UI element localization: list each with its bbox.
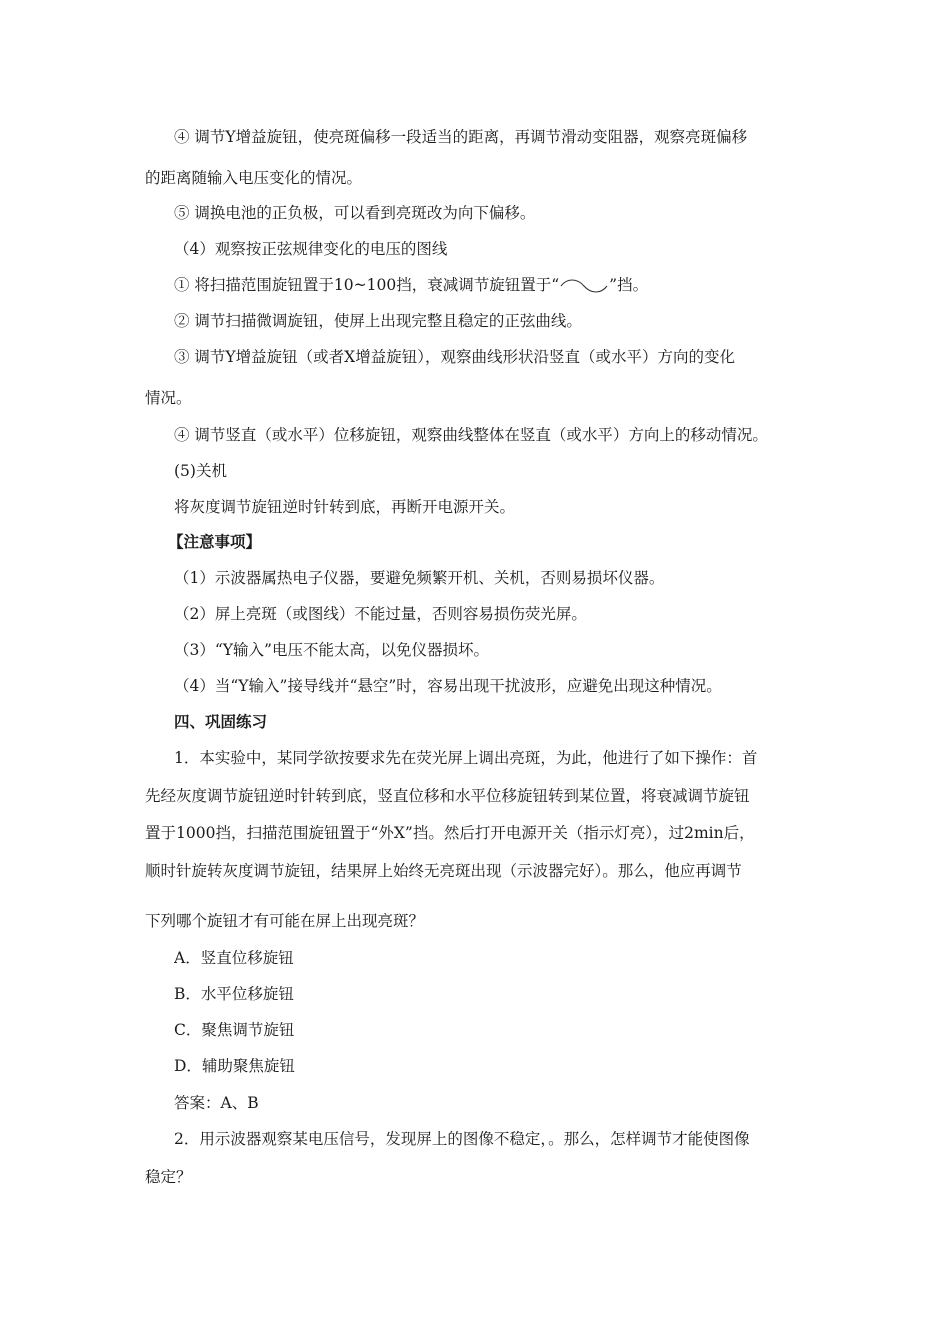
q1-line2: 先经灰度调节旋钮逆时针转到底，竖直位移和水平位移旋钮转到某位置，将衰减调节旋钮	[145, 787, 750, 805]
sine-step2: ② 调节扫描微调旋钮，使屏上出现完整且稳定的正弦曲线。	[174, 312, 582, 330]
q2-line1: 2．用示波器观察某电压信号，发现屏上的图像不稳定，。那么，怎样调节才能使图像	[174, 1130, 750, 1148]
q1-line5: 下列哪个旋钮才有可能在屏上出现亮斑？	[145, 912, 425, 930]
sine-step3-line1: ③ 调节Y增益旋钮（或者X增益旋钮），观察曲线形状沿竖直（或水平）方向的变化	[174, 348, 735, 366]
step4-4-line1: ④ 调节Y增益旋钮，使亮斑偏移一段适当的距离，再调节滑动变阻器，观察亮斑偏移	[174, 128, 748, 146]
shutdown-text: 将灰度调节旋钮逆时针转到底，再断开电源开关。	[174, 498, 516, 516]
q1-option-b: B．水平位移旋钮	[174, 985, 294, 1003]
note-2: （2）屏上亮斑（或图线）不能过量，否则容易损伤荧光屏。	[174, 605, 587, 623]
q1-option-a: A．竖直位移旋钮	[174, 949, 294, 967]
sine-step1-before: ① 将扫描范围旋钮置于10~100挡，衰减调节旋钮置于“	[174, 276, 560, 294]
note-4: （4）当“Y输入”接导线并“悬空”时，容易出现干扰波形，应避免出现这种情况。	[174, 677, 722, 695]
q1-line1: 1．本实验中，某同学欲按要求先在荧光屏上调出亮斑，为此，他进行了如下操作：首	[174, 749, 758, 767]
q2-line2: 稳定？	[145, 1168, 192, 1186]
q1-option-d: D．辅助聚焦旋钮	[174, 1057, 295, 1075]
sine-step3-line2: 情况。	[145, 389, 192, 407]
sine-step4: ④ 调节竖直（或水平）位移旋钮，观察曲线整体在竖直（或水平）方向上的移动情况。	[174, 426, 768, 444]
sine-step1	[174, 275, 648, 295]
practice-heading: 四、巩固练习	[174, 712, 268, 731]
q1-answer: 答案：A、B	[174, 1094, 259, 1112]
step4-5: ⑤ 调换电池的正负极，可以看到亮斑改为向下偏移。	[174, 204, 536, 222]
q1-line3: 置于1000挡，扫描范围旋钮置于“外X”挡。然后打开电源开关（指示灯亮），过2min后，	[145, 824, 755, 842]
section4-heading: （4）观察按正弦规律变化的电压的图线	[174, 240, 448, 258]
section5-heading: (5)关机	[174, 462, 227, 480]
note-3: （3）“Y输入”电压不能太高，以免仪器损坏。	[174, 641, 489, 659]
sine-step1-after: ”挡。	[609, 276, 649, 294]
step4-4-line2: 的距离随输入电压变化的情况。	[145, 169, 363, 187]
q1-line4: 顺时针旋转灰度调节旋钮，结果屏上始终无亮斑出现（示波器完好）。那么，他应再调节	[145, 862, 742, 880]
q1-option-c: C．聚焦调节旋钮	[174, 1021, 295, 1039]
notes-heading: 【注意事项】	[168, 532, 262, 551]
note-1: （1）示波器属热电子仪器，要避免频繁开机、关机，否则易损坏仪器。	[174, 569, 665, 587]
sine-wave-icon	[560, 279, 608, 293]
